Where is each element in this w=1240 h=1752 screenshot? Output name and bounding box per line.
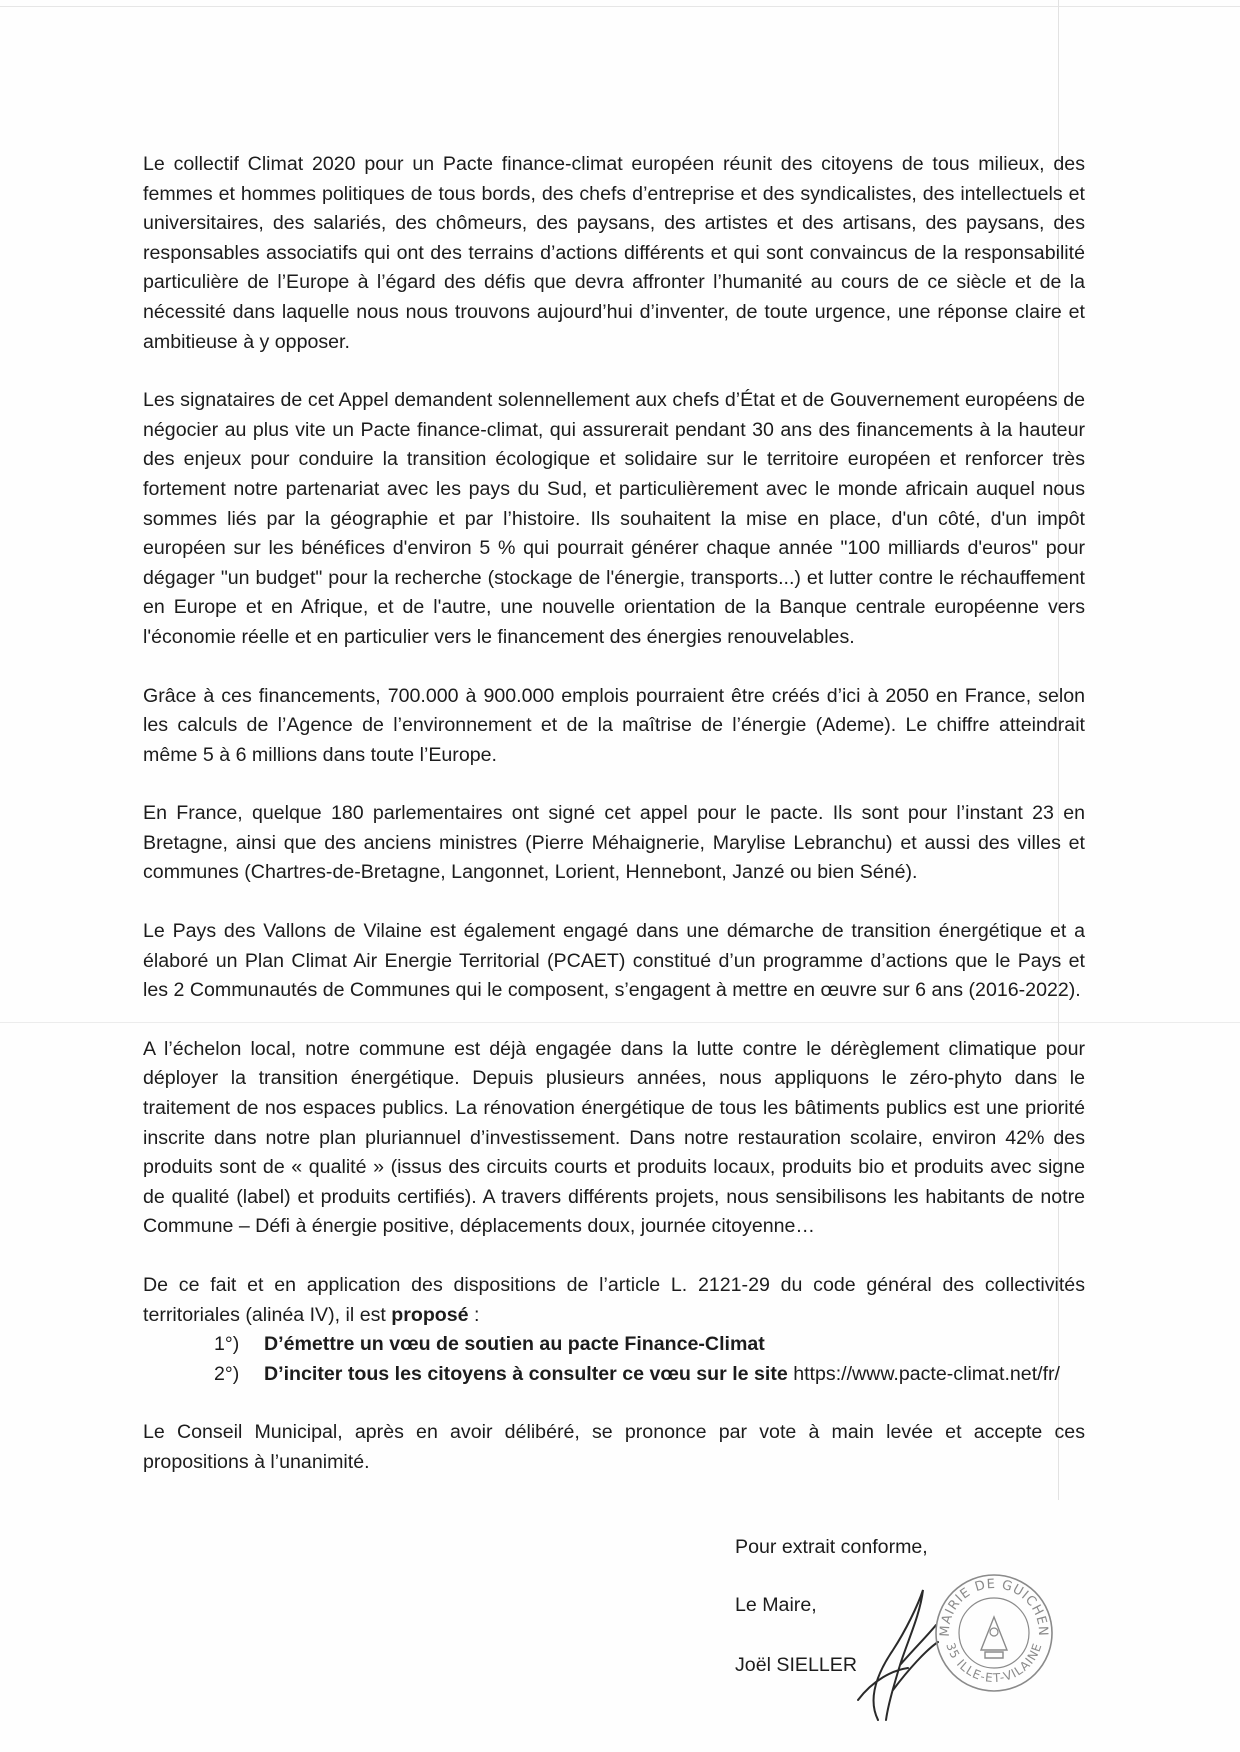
signature-title: Le Maire, [735,1594,817,1616]
scan-artifact-top [0,6,1240,7]
paragraph-pays-vallons: Le Pays des Vallons de Vilaine est également engagé dans une démarche de transition énergétique et a élaboré un Plan Climat Air Energie Territorial (PCAET) constitué d’un programme d’actions que le Pays et les 2 Communautés de Communes qui le composent, s’engagent à mettre en œuvre sur 6 ans (2016-2022). [143,920,1085,1002]
proposal-bold-text: D’inciter tous les citoyens à consulter ce vœu sur le site [264,1362,788,1385]
paragraph-france: En France, quelque 180 parlementaires ont signé cet appel pour le pacte. Ils sont pour l’instant 23 en Bretagne, ainsi que des anciens ministres (Pierre Méhaignerie, Marylise Lebranchu) et aussi des villes et communes (Chartres-de-Bretagne, Langonnet, Lorient, Hennebont, Janzé ou bien Séné). [143,802,1085,884]
paragraph-signataires: Les signataires de cet Appel demandent solennellement aux chefs d’État et de Gouvernement européens de négocier au plus vite un Pacte finance-climat, qui assurerait pendant 30 ans des financements à la hauteur des enjeux pour conduire la transition écologique et solidaire sur le territoire européen et renforcer très fortement notre partenariat avec les pays du Sud, et particulièrement avec le monde africain auquel nous sommes liés par la géographie et par l’histoire. Ils souhaitent la mise en place, d'un côté, d'un impôt européen sur les bénéfices d'environ 5 % qui pourrait générer chaque année "100 milliards d'euros" pour dégager "un budget" pour la recherche (stockage de l'énergie, transports...) et lutter contre le réchauffement en Europe et en Afrique, et de l'autre, une nouvelle orientation de la Banque centrale européenne vers l'économie réelle et en particulier vers le financement des énergies renouvelables. [143,389,1085,648]
proposition-colon: : [468,1303,480,1326]
municipal-seal-stamp [933,1572,1055,1694]
proposal-item [143,1330,1085,1360]
proposition-keyword: proposé [391,1303,469,1326]
proposal-number: 2°) [214,1362,240,1385]
proposal-bold-text: D’émettre un vœu de soutien au pacte Finance-Climat [264,1333,765,1356]
document-body [143,150,1085,1507]
proposal-number: 1°) [214,1333,240,1356]
signature-extract-line: Pour extrait conforme, [735,1536,928,1558]
proposal-url-text: https://www.pacte-climat.net/fr/ [787,1362,1060,1385]
paragraph-proposition [143,1271,1085,1330]
signature-name: Joël SIELLER [735,1654,857,1676]
seal-top-text: MAIRIE DE GUICHEN [937,1576,1051,1638]
paragraph-collectif: Le collectif Climat 2020 pour un Pacte finance-climat européen réunit des citoyens de tous milieux, des femmes et hommes politiques de tous bords, des chefs d’entreprise et des syndicalistes, des intellectuels et universitaires, des salariés, des chômeurs, des paysans, des artistes et des artisans, des paysans, des responsables associatifs qui ont des terrains d’actions différents et qui sont convaincus de la responsabilité particulière de l’Europe à l’égard des défis que devra affronter l’humanité au cours de ce siècle et de la nécessité dans laquelle nous nous trouvons aujourd’hui d’inventer, de toute urgence, une réponse claire et ambitieuse à y opposer. [143,153,1085,353]
proposal-item [143,1360,1085,1390]
paragraph-conclusion: Le Conseil Municipal, après en avoir délibéré, se prononce par vote à main levée et accepte ces propositions à l’unanimité. [143,1421,1085,1473]
proposition-intro: De ce fait et en application des dispositions de l’article L. 2121-29 du code général des collectivités territoriales (alinéa IV), il est [143,1274,1085,1326]
seal-bottom-text: 35 ILLE-ET-VILAINE [943,1640,1045,1686]
paragraph-financements: Grâce à ces financements, 700.000 à 900.000 emplois pourraient être créés d’ici à 2050 en France, selon les calculs de l’Agence de l’environnement et de la maîtrise de l’énergie (Ademe). Le chiffre atteindrait même 5 à 6 millions dans toute l’Europe. [143,684,1085,766]
proposals-list [143,1330,1085,1389]
paragraph-echelon-local: A l’échelon local, notre commune est déjà engagée dans la lutte contre le dérèglement climatique pour déployer la transition énergétique. Depuis plusieurs années, nous appliquons le zéro-phyto dans le traitement de nos espaces publics. La rénovation énergétique de tous les bâtiments publics est une priorité inscrite dans notre plan pluriannuel d’investissement. Dans notre restauration scolaire, environ 42% des produits sont de « qualité » (issus des circuits courts et produits locaux, produits bio et produits avec signe de qualité (label) et produits certifiés). A travers différents projets, nous sensibilisons les habitants de notre Commune – Défi à énergie positive, déplacements doux, journée citoyenne… [143,1037,1085,1238]
